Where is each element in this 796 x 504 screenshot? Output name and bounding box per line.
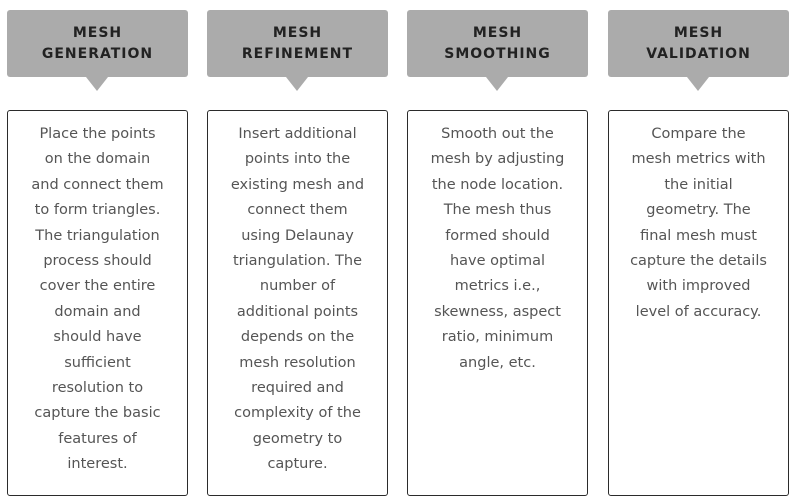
step-card: [7, 110, 188, 496]
step-description: Smooth out the mesh by adjusting the node location. The mesh thus formed should have optimal metrics i.e., skewness, aspect ratio, minimum angle, etc.: [430, 126, 565, 371]
step-description: Compare the mesh metrics with the initial geometry. The final mesh must capture the details with improved level of accuracy.: [630, 126, 767, 320]
step-header: [608, 10, 789, 77]
step-title: MESH SMOOTHING: [444, 24, 551, 62]
down-arrow-icon: [286, 77, 308, 91]
step-description: Place the points on the domain and connect them to form triangles. The triangulation process should cover the entire domain and should have sufficient resolution to capture the basic features of interest.: [31, 126, 164, 473]
step-header: [207, 10, 388, 77]
step-title: MESH GENERATION: [41, 24, 154, 62]
step-description: Insert additional points into the existing mesh and connect them using Delaunay triangulation. The number of additional points depends on the mesh resolution required and complexity of the geometry to capture.: [230, 126, 365, 473]
step-header: [407, 10, 588, 77]
step-title: MESH VALIDATION: [646, 24, 751, 62]
step-card: [207, 110, 388, 496]
down-arrow-icon: [486, 77, 508, 91]
step-column-validation: [608, 0, 789, 504]
step-header: [7, 10, 188, 77]
step-card: [608, 110, 789, 496]
down-arrow-icon: [86, 77, 108, 91]
step-card: [407, 110, 588, 496]
step-title: MESH REFINEMENT: [241, 24, 354, 62]
step-column-smoothing: [407, 0, 588, 504]
down-arrow-icon: [687, 77, 709, 91]
step-column-generation: [7, 0, 188, 504]
step-column-refinement: [207, 0, 388, 504]
